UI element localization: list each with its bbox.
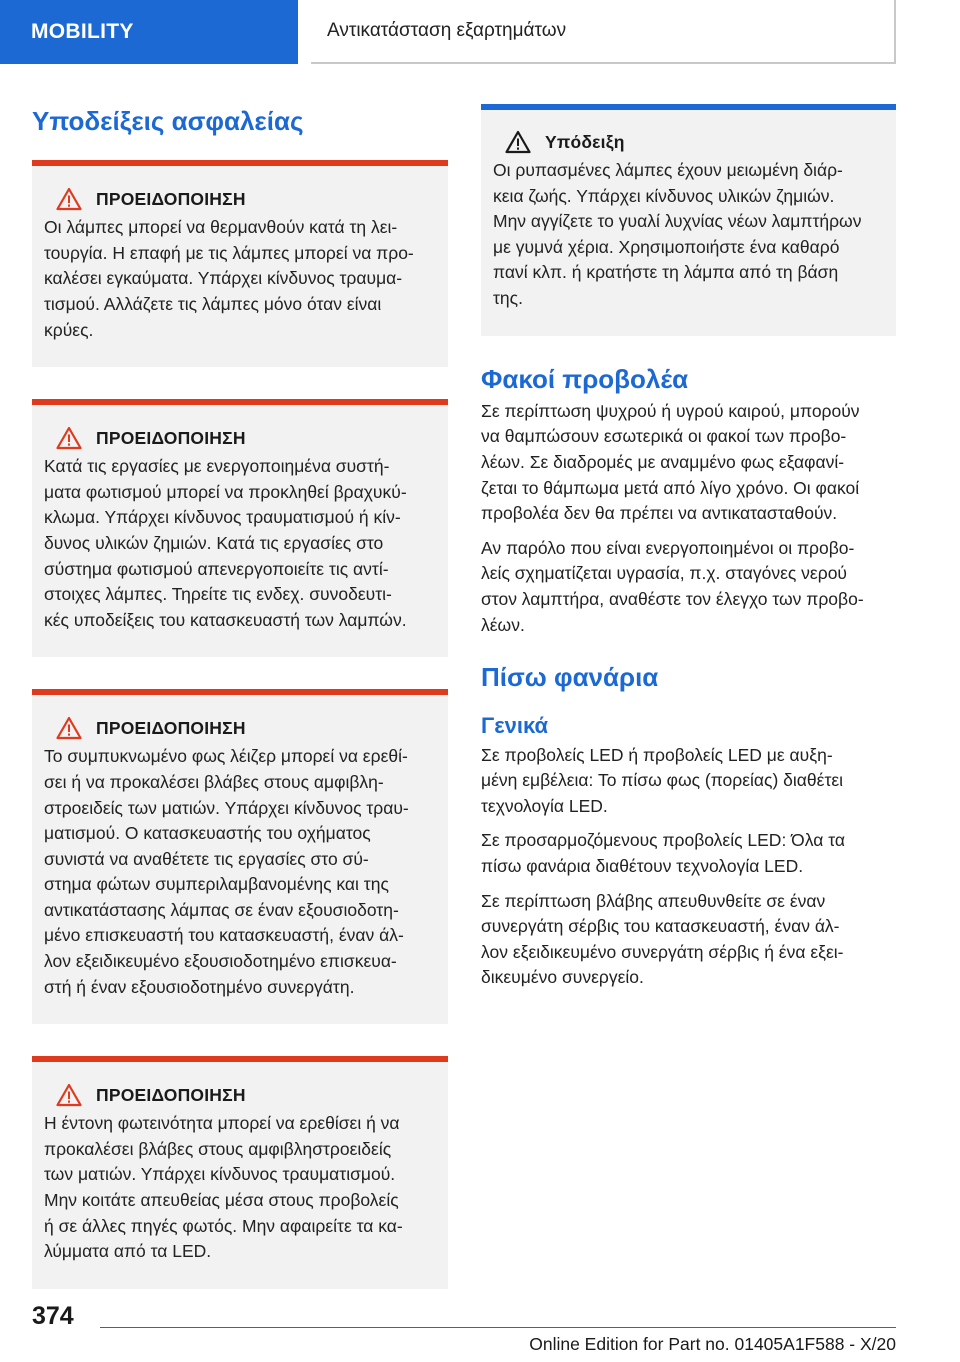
rear-paragraph-1	[481, 743, 896, 820]
rear-paragraph-3	[481, 889, 896, 991]
warning-label: ΠΡΟΕΙΔΟΠΟΙΗΣΗ	[96, 427, 246, 448]
text-line: στον λαμπτήρα, αναθέστε τον έλεγχο των προβο-	[481, 588, 864, 609]
text-line: αντικατάστασης λάμπας σε έναν εξουσιοδοτη-	[44, 899, 399, 920]
text-line: ζεται το θάμπωμα μετά από λίγο χρόνο. Οι φακοί	[481, 477, 860, 498]
text-line: Η έντονη φωτεινότητα μπορεί να ερεθίσει ή να	[44, 1113, 400, 1134]
text-line: Οι λάμπες μπορεί να θερμανθούν κατά τη λει-	[44, 217, 398, 238]
text-line: Αν παρόλο που είναι ενεργοποιημένοι οι προβο-	[481, 537, 855, 558]
text-line: μένη εμβέλεια: Το πίσω φως (πορείας) διαθέτει	[481, 770, 844, 791]
lens-heading: Φακοί προβολέα	[481, 363, 689, 394]
text-line: σει ή να προκαλέσει βλάβες στους αμφιβλη-	[44, 771, 384, 792]
warning-text	[44, 744, 436, 1000]
warning-triangle-icon	[56, 716, 82, 740]
text-line: στοιχες λάμπες. Τηρείτε τις ενδεχ. συνοδευτι-	[44, 584, 392, 605]
text-line: τουργία. Η επαφή με τις λάμπες μπορεί να προ-	[44, 242, 414, 263]
warning-text	[44, 454, 436, 633]
text-line: πίσω φανάρια διαθέτουν τεχνολογία LED.	[481, 856, 804, 877]
text-line: Σε περίπτωση βλάβης απευθυνθείτε σε έναν	[481, 890, 826, 911]
text-line: κεια ζωής. Υπάρχει κίνδυνος υλικών ζημιών.	[493, 185, 835, 206]
text-line: μένο επισκευαστή του κατασκευαστή, έναν άλ-	[44, 925, 404, 946]
text-line: της.	[493, 287, 523, 308]
page-number: 374	[32, 1302, 74, 1330]
text-line: λέων. Σε διαδρομές με αναμμένο φως εξαφανί-	[481, 451, 845, 472]
text-line: δυνος υλικών ζημιών. Κατά τις εργασίες στο	[44, 532, 384, 553]
text-line: λον εξειδικευμένο εξουσιοδοτημένο επισκευα-	[44, 951, 397, 972]
caution-triangle-icon	[505, 130, 531, 154]
note-label: Υπόδειξη	[545, 131, 625, 152]
text-line: Σε προβολείς LED ή προβολείς LED με αυξη-	[481, 744, 833, 765]
lens-paragraph-2	[481, 536, 896, 638]
text-line: κές υποδείξεις του κατασκευαστή των λαμπών.	[44, 609, 407, 630]
text-line: κρύες.	[44, 319, 94, 340]
text-line: Σε περίπτωση ψυχρού ή υγρού καιρού, μπορούν	[481, 400, 860, 421]
text-line: σύστημα φωτισμού απενεργοποιείτε τις αντί-	[44, 558, 389, 579]
text-line: να θαμπώσουν εσωτερικά οι φακοί των προβο-	[481, 426, 847, 447]
page-title-bar	[311, 0, 896, 64]
note-header	[493, 130, 884, 154]
warning-text	[44, 215, 436, 343]
warning-triangle-icon	[56, 426, 82, 450]
warning-triangle-icon	[56, 187, 82, 211]
text-line: Οι ρυπασμένες λάμπες έχουν μειωμένη διάρ-	[493, 160, 843, 180]
text-line: τισμού. Αλλάζετε τις λάμπες μόνο όταν είναι	[44, 293, 382, 314]
warning-header	[44, 716, 436, 740]
warning-text	[44, 1111, 436, 1265]
text-line: Κατά τις εργασίες με ενεργοποιημένα συστή-	[44, 456, 390, 477]
text-line: προβολέα δεν θα πρέπει να αντικατασταθούν.	[481, 503, 838, 524]
note-text	[493, 158, 884, 312]
edition-note: Online Edition for Part no. 01405A1F588 - X/20	[529, 1334, 896, 1354]
text-line: ματισμού. Ο κατασκευαστής του οχήματος	[44, 823, 371, 844]
warning-header	[44, 1083, 436, 1107]
warning-header	[44, 426, 436, 450]
warning-header	[44, 187, 436, 211]
text-line: τεχνολογία LED.	[481, 795, 608, 816]
chapter-label: MOBILITY	[31, 20, 134, 43]
text-line: στροειδείς των ματιών. Υπάρχει κίνδυνος τραυ-	[44, 797, 409, 818]
text-line: λέων.	[481, 614, 525, 635]
text-line: Το συμπυκνωμένο φως λέιζερ μπορεί να ερεθί-	[44, 746, 408, 767]
right-column	[481, 104, 896, 991]
text-line: καλέσει εγκαύματα. Υπάρχει κίνδυνος τραυμα-	[44, 268, 403, 289]
text-line: λον εξειδικευμένο συνεργάτη σέρβις ή ένα εξει-	[481, 941, 844, 962]
text-line: Μην αγγίζετε το γυαλί λυχνίας νέων λαμπτήρων	[493, 211, 862, 232]
warning-box-1	[32, 160, 448, 367]
text-line: συνεργάτη σέρβις του κατασκευαστή, έναν άλ-	[481, 916, 840, 937]
warning-box-4	[32, 1056, 448, 1289]
text-line: κλωμα. Υπάρχει κίνδυνος τραυματισμού ή κίν-	[44, 507, 401, 528]
text-line: ματα φωτισμού μπορεί να προκληθεί βραχυκύ-	[44, 481, 407, 502]
text-line: των ματιών. Υπάρχει κίνδυνος τραυματισμού.	[44, 1164, 396, 1185]
safety-heading: Υποδείξεις ασφαλείας	[32, 106, 304, 136]
text-line: Μην κοιτάτε απευθείας μέσα στους προβολείς	[44, 1190, 399, 1211]
text-line: δικευμένο συνεργείο.	[481, 967, 644, 988]
text-line: προκαλέσει βλάβες στους αμφιβληστροειδείς	[44, 1138, 392, 1159]
chapter-tab	[0, 0, 298, 64]
warning-label: ΠΡΟΕΙΔΟΠΟΙΗΣΗ	[96, 188, 246, 209]
text-line: με γυμνά χέρια. Χρησιμοποιήστε ένα καθαρό	[493, 236, 840, 257]
warning-label: ΠΡΟΕΙΔΟΠΟΙΗΣΗ	[96, 717, 246, 738]
text-line: λύμματα από τα LED.	[44, 1241, 212, 1262]
text-line: συνιστά να αναθέτετε τις εργασίες στο σύ-	[44, 848, 369, 869]
text-line: στημα φώτων συμπεριλαμβανομένης και της	[44, 874, 389, 895]
warning-box-2	[32, 399, 448, 657]
page-title: Αντικατάσταση εξαρτημάτων	[327, 20, 567, 41]
warning-box-3	[32, 689, 448, 1024]
lens-paragraph-1	[481, 399, 896, 527]
warning-triangle-icon	[56, 1083, 82, 1107]
text-line: πανί κλπ. ή κρατήστε τη λάμπα από τη βάση	[493, 262, 839, 283]
text-line: Σε προσαρμοζόμενους προβολείς LED: Όλα τα	[481, 830, 845, 851]
warning-label: ΠΡΟΕΙΔΟΠΟΙΗΣΗ	[96, 1084, 246, 1105]
note-box	[481, 104, 896, 336]
text-line: λείς σχηματίζεται υγρασία, π.χ. σταγόνες νερού	[481, 563, 847, 584]
left-column	[32, 96, 448, 1289]
text-line: ή σε άλλες πηγές φωτός. Μην αφαιρείτε τα κα-	[44, 1215, 403, 1236]
text-line: στή ή έναν εξουσιοδοτημένο συνεργάτη.	[44, 976, 355, 997]
footer-divider	[100, 1327, 896, 1328]
general-heading: Γενικά	[481, 713, 549, 739]
rear-paragraph-2	[481, 828, 896, 879]
rear-lights-heading: Πίσω φανάρια	[481, 662, 659, 693]
